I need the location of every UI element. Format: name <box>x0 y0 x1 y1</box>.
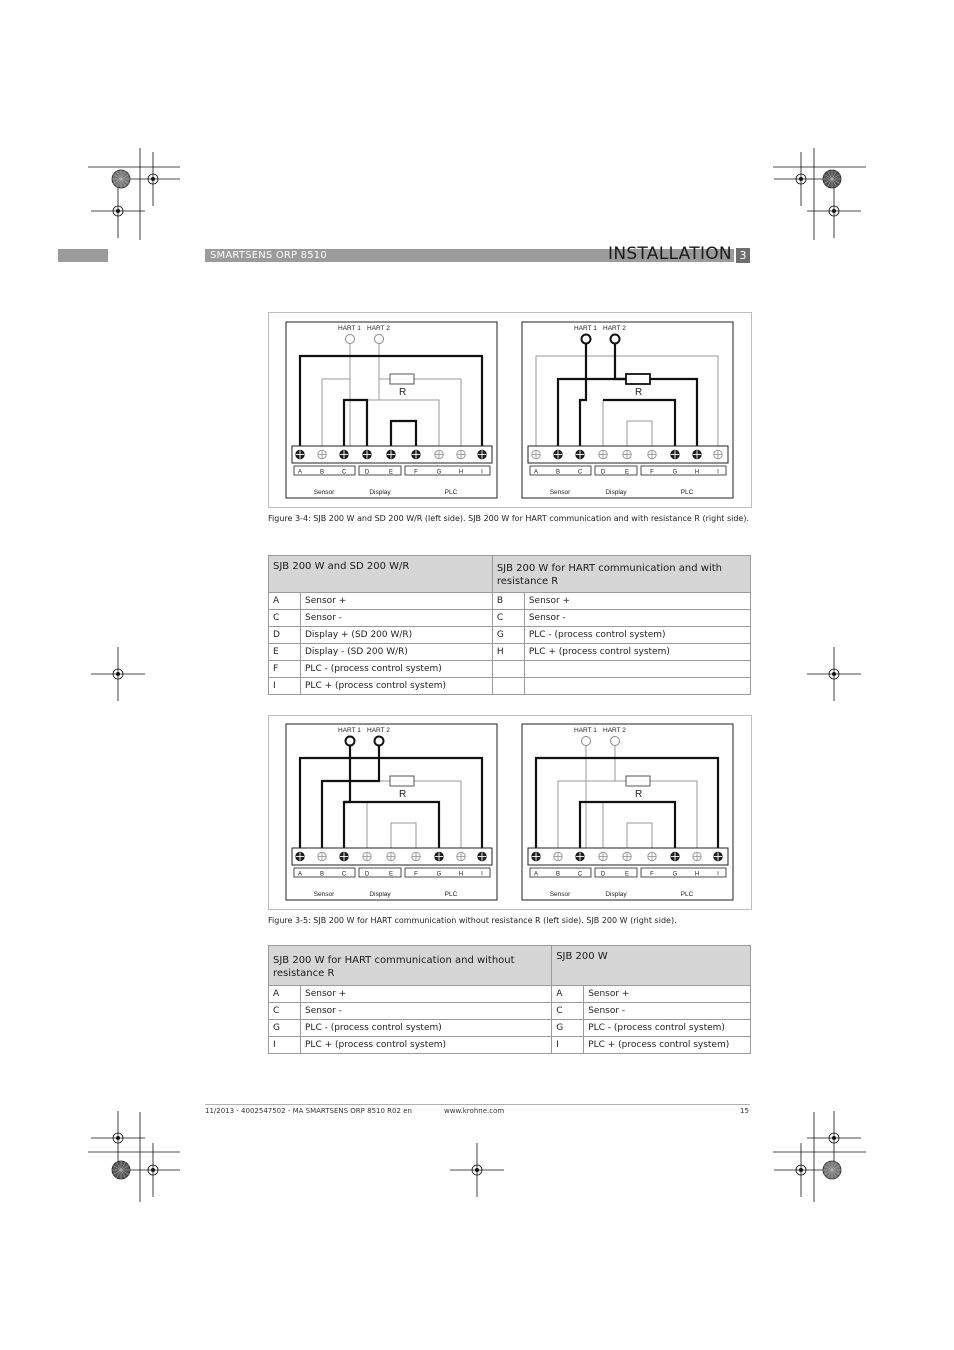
terminal-label: C <box>577 469 583 476</box>
terminal-description: Sensor + <box>301 593 493 610</box>
terminal-label: A <box>297 871 303 878</box>
terminal-screw-icon <box>457 450 465 458</box>
wiring-diagram-3-4 <box>269 313 751 507</box>
terminal-screw-icon <box>693 852 701 860</box>
table-2-body <box>269 986 751 1054</box>
table-row <box>269 986 751 1003</box>
signal-wire <box>615 746 626 781</box>
terminal-screw-icon <box>623 852 631 860</box>
terminal-key: C <box>552 1003 584 1020</box>
terminal-screw-icon <box>296 450 304 458</box>
plc-group-label: PLC <box>680 891 694 898</box>
footer-website[interactable]: www.krohne.com <box>444 1107 505 1115</box>
terminal-label: G <box>436 871 442 878</box>
resistor-label: R <box>635 789 643 800</box>
signal-wire <box>379 344 390 379</box>
terminal-screw-icon <box>318 450 326 458</box>
crosshair-mark-icon <box>807 1111 861 1165</box>
terminal-screw-icon <box>532 852 540 860</box>
terminal-label: I <box>481 871 483 878</box>
terminal-description: PLC + (process control system) <box>301 678 493 695</box>
terminal-key: F <box>269 661 301 678</box>
sensor-group-label: Sensor <box>313 891 335 898</box>
section-title: INSTALLATION <box>608 244 732 264</box>
hart-1-label: HART 1 <box>574 325 597 332</box>
color-target-icon <box>823 170 841 188</box>
color-target-icon <box>112 1161 130 1179</box>
terminal-screw-icon <box>554 852 562 860</box>
terminal-screw-icon <box>714 852 722 860</box>
terminal-label: B <box>319 871 325 878</box>
terminal-screw-icon <box>576 852 584 860</box>
terminal-label: D <box>364 469 370 476</box>
document-title: SMARTSENS ORP 8510 <box>210 250 327 261</box>
terminal-key: C <box>492 610 524 627</box>
terminal-label: D <box>600 469 606 476</box>
terminal-description: Sensor - <box>301 1003 552 1020</box>
terminal-description: Display - (SD 200 W/R) <box>301 644 493 661</box>
terminal-label: F <box>414 469 418 476</box>
signal-wire <box>367 400 439 446</box>
plc-group-label: PLC <box>444 489 458 496</box>
diagram-3-4-left <box>286 322 497 498</box>
terminal-screw-icon <box>296 852 304 860</box>
signal-wire <box>627 421 652 446</box>
diagram-3-5-right <box>522 724 733 900</box>
terminal-label: D <box>600 871 606 878</box>
display-group-label: Display <box>369 891 391 898</box>
terminal-label: I <box>481 469 483 476</box>
terminal-key: G <box>269 1020 301 1037</box>
footer-doc-ref: 11/2013 - 4002547502 - MA SMARTSENS ORP 8510 R02 en <box>205 1107 412 1115</box>
terminal-label: H <box>694 469 700 476</box>
terminal-key <box>492 678 524 695</box>
terminal-screw-icon <box>318 852 326 860</box>
signal-wire <box>391 823 416 848</box>
terminal-screw-icon <box>693 450 701 458</box>
table-row <box>269 610 751 627</box>
terminal-screw-icon <box>387 852 395 860</box>
figure-3-5-caption: Figure 3-5: SJB 200 W for HART communication without resistance R (left side). SJB 200 W (right side). <box>268 916 677 925</box>
crosshair-mark-icon <box>807 184 861 238</box>
signal-wire <box>650 781 697 848</box>
table-2-left-header: SJB 200 W for HART communication and without resistance R <box>269 946 552 986</box>
terminal-label: D <box>364 871 370 878</box>
terminal-key: I <box>269 678 301 695</box>
hart-1-label: HART 1 <box>574 727 597 734</box>
resistor-icon <box>390 374 414 384</box>
terminal-screw-icon <box>648 852 656 860</box>
terminal-screw-icon <box>478 450 486 458</box>
resistor-label: R <box>399 789 407 800</box>
table-row <box>269 661 751 678</box>
figure-3-4-caption: Figure 3-4: SJB 200 W and SD 200 W/R (left side). SJB 200 W for HART communication and with resistance R (right side). <box>268 514 749 523</box>
terminal-label: A <box>297 469 303 476</box>
terminal-key: B <box>492 593 524 610</box>
terminal-screw-icon <box>363 450 371 458</box>
signal-wire <box>627 823 652 848</box>
crosshair-mark-icon <box>126 1143 180 1197</box>
hart-1-label: HART 1 <box>338 325 361 332</box>
terminal-key: C <box>269 1003 301 1020</box>
terminal-key: E <box>269 644 301 661</box>
hart-2-label: HART 2 <box>367 325 390 332</box>
terminal-label: B <box>319 469 325 476</box>
terminal-key: G <box>492 627 524 644</box>
terminal-key: I <box>552 1037 584 1054</box>
crosshair-mark-icon <box>91 1111 145 1165</box>
power-wire <box>391 421 416 446</box>
terminal-description: Display + (SD 200 W/R) <box>301 627 493 644</box>
terminal-label: G <box>436 469 442 476</box>
hart-2-label: HART 2 <box>603 727 626 734</box>
terminal-label: H <box>458 871 464 878</box>
terminal-description <box>524 678 750 695</box>
terminal-description: Sensor - <box>584 1003 751 1020</box>
terminal-screw-icon <box>412 450 420 458</box>
display-group-label: Display <box>369 489 391 496</box>
resistor-icon <box>626 374 650 384</box>
terminal-label: F <box>414 871 418 878</box>
plc-group-label: PLC <box>680 489 694 496</box>
terminal-screw-icon <box>671 450 679 458</box>
terminal-label: H <box>458 469 464 476</box>
terminal-label: B <box>555 871 561 878</box>
terminal-label: G <box>672 469 678 476</box>
hart-2-terminal-icon <box>611 737 620 746</box>
resistor-label: R <box>399 387 407 398</box>
terminal-label: I <box>717 469 719 476</box>
terminal-screw-icon <box>435 852 443 860</box>
table-row <box>269 1037 751 1054</box>
table-2-right-header: SJB 200 W <box>552 946 751 986</box>
terminal-label: I <box>717 871 719 878</box>
hart-2-terminal-icon <box>375 335 384 344</box>
crosshair-mark-icon <box>774 152 828 206</box>
terminal-description: Sensor - <box>301 610 493 627</box>
hart-1-terminal-icon <box>346 737 355 746</box>
resistor-icon <box>626 776 650 786</box>
hart-1-terminal-icon <box>346 335 355 344</box>
terminal-key: A <box>269 593 301 610</box>
terminal-description: Sensor + <box>524 593 750 610</box>
terminal-screw-icon <box>478 852 486 860</box>
terminal-label: C <box>577 871 583 878</box>
terminal-description: PLC - (process control system) <box>524 627 750 644</box>
terminal-description: PLC - (process control system) <box>301 1020 552 1037</box>
terminal-screw-icon <box>387 450 395 458</box>
wiring-diagram-3-5 <box>269 716 751 909</box>
terminal-key: A <box>552 986 584 1003</box>
crosshair-mark-icon <box>91 184 145 238</box>
diagram-3-4-right <box>522 322 733 498</box>
table-row <box>269 678 751 695</box>
table-1-body <box>269 593 751 695</box>
signal-wire <box>322 379 350 446</box>
terminal-key <box>492 661 524 678</box>
crosshair-mark-icon <box>126 152 180 206</box>
terminal-label: E <box>388 469 394 476</box>
sensor-group-label: Sensor <box>313 489 335 496</box>
terminal-table-1 <box>268 555 751 695</box>
terminal-screw-icon <box>435 450 443 458</box>
terminal-screw-icon <box>648 450 656 458</box>
table-row <box>269 644 751 661</box>
terminal-key: C <box>269 610 301 627</box>
terminal-key: G <box>552 1020 584 1037</box>
power-wire <box>344 400 367 446</box>
sensor-group-label: Sensor <box>549 489 571 496</box>
terminal-description: Sensor - <box>524 610 750 627</box>
table-row <box>269 1003 751 1020</box>
terminal-label: H <box>694 871 700 878</box>
terminal-screw-icon <box>457 852 465 860</box>
terminal-screw-icon <box>671 852 679 860</box>
terminal-screw-icon <box>599 450 607 458</box>
terminal-label: A <box>533 871 539 878</box>
display-group-label: Display <box>605 489 627 496</box>
terminal-description: Sensor + <box>584 986 751 1003</box>
hart-1-terminal-icon <box>582 737 591 746</box>
power-wire <box>650 379 697 446</box>
terminal-label: G <box>672 871 678 878</box>
table-row <box>269 593 751 610</box>
terminal-screw-icon <box>412 852 420 860</box>
power-wire <box>344 746 350 848</box>
resistor-icon <box>390 776 414 786</box>
terminal-screw-icon <box>576 450 584 458</box>
terminal-key: I <box>269 1037 301 1054</box>
color-target-icon <box>823 1161 841 1179</box>
terminal-label: E <box>624 469 630 476</box>
power-wire <box>603 400 675 446</box>
power-wire <box>615 344 626 379</box>
plc-group-label: PLC <box>444 891 458 898</box>
signal-wire <box>414 379 461 446</box>
table-1-right-header: SJB 200 W for HART communication and with resistance R <box>492 556 750 593</box>
terminal-key: H <box>492 644 524 661</box>
header-bar-left <box>58 249 108 262</box>
power-wire <box>580 344 586 446</box>
crosshair-mark-icon <box>450 1143 504 1197</box>
sensor-group-label: Sensor <box>549 891 571 898</box>
terminal-description: PLC + (process control system) <box>524 644 750 661</box>
resistor-label: R <box>635 387 643 398</box>
crosshair-mark-icon <box>807 647 861 701</box>
terminal-description: PLC - (process control system) <box>584 1020 751 1037</box>
terminal-screw-icon <box>363 852 371 860</box>
terminal-key: A <box>269 986 301 1003</box>
signal-wire <box>414 781 461 848</box>
terminal-label: A <box>533 469 539 476</box>
terminal-screw-icon <box>554 450 562 458</box>
terminal-description: PLC - (process control system) <box>301 661 493 678</box>
hart-2-label: HART 2 <box>367 727 390 734</box>
terminal-label: F <box>650 871 654 878</box>
hart-2-label: HART 2 <box>603 325 626 332</box>
diagram-3-5-left <box>286 724 497 900</box>
crosshair-mark-icon <box>774 1143 828 1197</box>
table-row <box>269 627 751 644</box>
terminal-screw-icon <box>340 450 348 458</box>
terminal-label: B <box>555 469 561 476</box>
terminal-table-2 <box>268 945 751 1054</box>
terminal-label: C <box>341 469 347 476</box>
hart-1-terminal-icon <box>582 335 591 344</box>
display-group-label: Display <box>605 891 627 898</box>
figure-3-5 <box>268 715 752 910</box>
terminal-screw-icon <box>340 852 348 860</box>
chapter-number: 3 <box>736 248 750 263</box>
terminal-key: D <box>269 627 301 644</box>
color-target-icon <box>112 170 130 188</box>
terminal-description: Sensor + <box>301 986 552 1003</box>
footer-rule <box>205 1104 750 1105</box>
signal-wire <box>558 781 626 848</box>
terminal-description: PLC + (process control system) <box>301 1037 552 1054</box>
terminal-label: F <box>650 469 654 476</box>
figure-3-4 <box>268 312 752 508</box>
terminal-screw-icon <box>623 450 631 458</box>
terminal-screw-icon <box>599 852 607 860</box>
crosshair-mark-icon <box>91 647 145 701</box>
page-number: 15 <box>740 1107 749 1115</box>
power-wire <box>558 379 626 446</box>
table-row <box>269 1020 751 1037</box>
terminal-description <box>524 661 750 678</box>
hart-1-label: HART 1 <box>338 727 361 734</box>
terminal-screw-icon <box>532 450 540 458</box>
hart-2-terminal-icon <box>611 335 620 344</box>
hart-2-terminal-icon <box>375 737 384 746</box>
terminal-label: C <box>341 871 347 878</box>
table-1-left-header: SJB 200 W and SD 200 W/R <box>269 556 493 593</box>
terminal-screw-icon <box>714 450 722 458</box>
terminal-label: E <box>388 871 394 878</box>
terminal-label: E <box>624 871 630 878</box>
terminal-description: PLC + (process control system) <box>584 1037 751 1054</box>
